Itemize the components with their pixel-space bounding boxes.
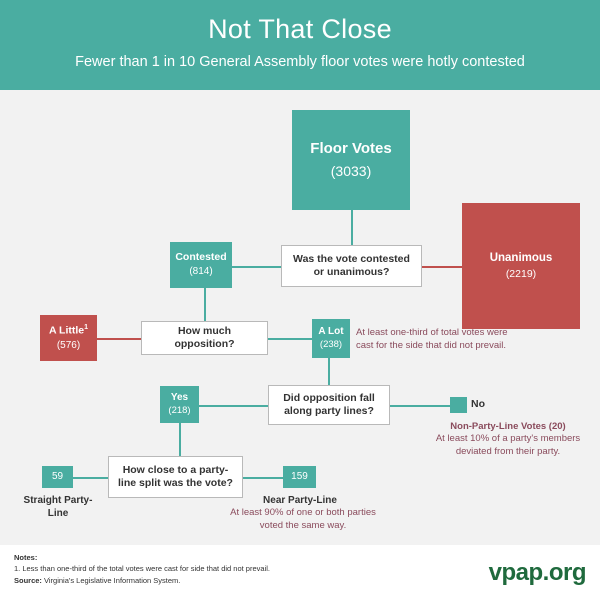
node-question4-label: How close to a party-line split was the vote? (118, 463, 233, 489)
note-near-party-line: At least 90% of one or both parties voted the same way. (230, 507, 376, 531)
node-question3-label: Did opposition fall along party lines? (283, 391, 375, 417)
page-title: Not That Close (208, 14, 392, 44)
page-subtitle: Fewer than 1 in 10 General Assembly floor votes were hotly contested (75, 54, 525, 70)
node-near-party-line[interactable] (283, 466, 316, 488)
connector-question4-near (243, 477, 283, 479)
note-non-party-line-title: Non-Party-Line Votes (20) (450, 421, 566, 432)
connector-question3-no (390, 405, 450, 407)
connector-question2-alot (267, 338, 312, 340)
connector-question3-yes (190, 405, 268, 407)
node-unanimous-value: (2219) (505, 268, 537, 281)
footnote-marker: 1 (84, 323, 89, 331)
node-floor-votes[interactable] (292, 110, 410, 210)
node-a-lot-value: (238) (319, 339, 343, 351)
note-non-party-line-body: At least 10% of a party's members deviated from their party. (435, 433, 581, 457)
connector-question2-alittle (97, 338, 142, 340)
note-a-lot: At least one-third of total votes were cast for the side that did not prevail. (356, 327, 508, 351)
node-a-little-label: A Little$^1$ (48, 323, 89, 337)
node-question-how-much-opposition[interactable] (141, 321, 268, 355)
node-unanimous-label: Unanimous (489, 251, 553, 264)
node-a-little-value: (576) (56, 339, 81, 351)
node-unanimous[interactable] (462, 203, 580, 329)
footer (0, 545, 600, 595)
vpap-logo[interactable]: vpap.org (488, 559, 586, 586)
footer-source (14, 576, 180, 585)
node-a-little[interactable] (40, 315, 97, 361)
node-question-contested-or-unanimous[interactable] (281, 245, 422, 287)
header-banner (0, 0, 600, 90)
node-contested-label: Contested (175, 251, 227, 264)
node-question-party-lines[interactable] (268, 385, 390, 425)
node-yes-value: (218) (168, 405, 191, 417)
node-near-value: 159 (291, 470, 308, 482)
node-straight-value: 59 (51, 470, 64, 482)
footer-note-1: 1. Less than one-third of the total votes were cast for side that did not prevail. (14, 564, 270, 573)
node-floor-votes-label: Floor Votes (310, 139, 392, 157)
connector-question4-straight (73, 477, 108, 479)
connector-question1-unanimous (422, 266, 462, 268)
node-yes-label: Yes (170, 391, 189, 403)
flowchart-canvas (0, 90, 600, 545)
node-floor-votes-value: (3033) (330, 162, 372, 179)
node-no-marker[interactable] (450, 397, 467, 413)
label-near-party-line: Near Party-Line (263, 495, 337, 506)
label-straight-party-line: Straight Party-Line (23, 495, 93, 519)
footer-source-text: Virginia's Legislative Information System. (41, 576, 181, 585)
node-no-label: No (471, 398, 485, 410)
node-question2-label: How much opposition? (174, 324, 235, 350)
node-question-how-close-split[interactable] (108, 456, 243, 498)
node-a-lot-label: A Lot (318, 325, 344, 337)
node-contested-value: (814) (189, 266, 213, 278)
connector-question1-contested (231, 266, 281, 268)
node-yes[interactable] (160, 386, 199, 423)
node-contested[interactable] (170, 242, 232, 288)
node-question1-label: Was the vote contested or unanimous? (293, 252, 410, 278)
node-straight-party-line[interactable] (42, 466, 73, 488)
footer-notes-heading: Notes: (14, 553, 38, 562)
node-a-lot[interactable] (312, 319, 350, 358)
footer-source-label: Source: (14, 576, 42, 585)
